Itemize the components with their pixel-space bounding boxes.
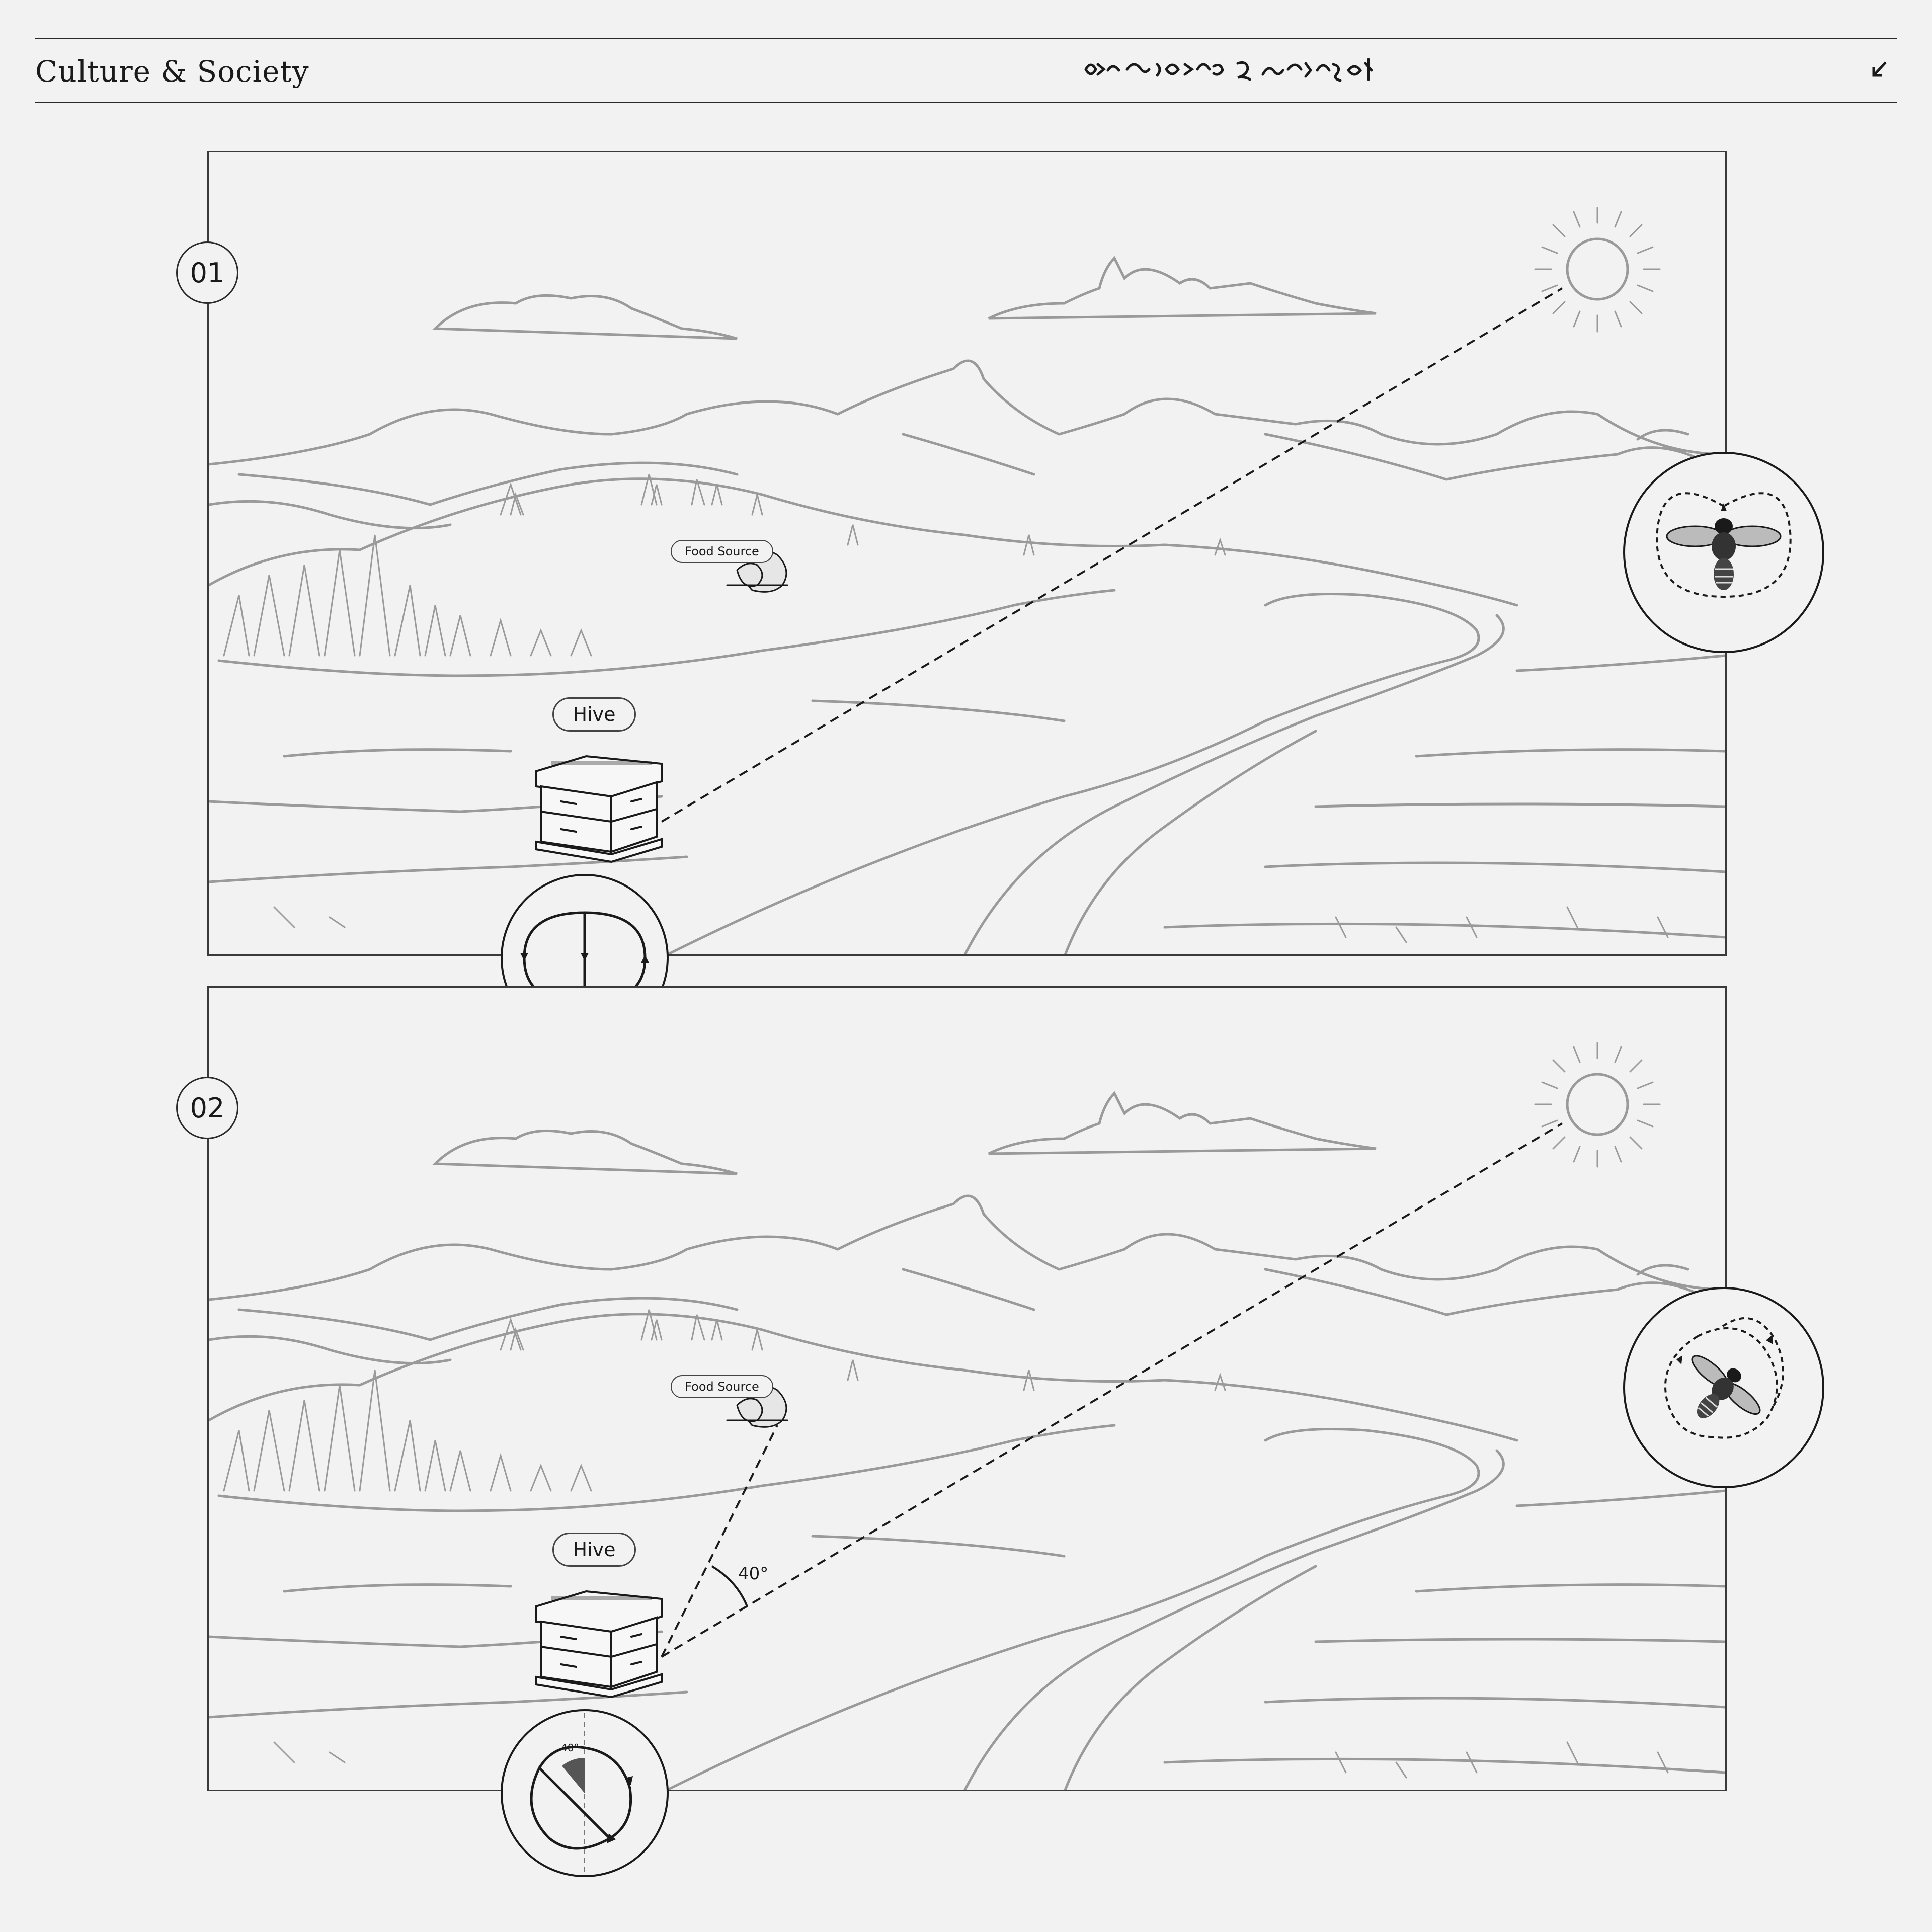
hive-label: Hive: [552, 697, 636, 732]
food-source-label: Food Source: [671, 540, 773, 563]
header-bar: [35, 38, 1897, 103]
angle-label: 40°: [738, 1564, 769, 1584]
landscape-illustration: [209, 152, 1725, 954]
panel-01: [207, 151, 1727, 956]
panel-number-01: 01: [176, 242, 238, 304]
panel-02: [207, 986, 1727, 1791]
decorative-script-title: [1077, 49, 1530, 90]
dance-angle-label: 40°: [561, 1742, 579, 1754]
section-title: Culture & Society: [35, 54, 309, 89]
hive-label: Hive: [552, 1533, 636, 1567]
waggle-dance-angled-icon: [499, 1708, 670, 1879]
sun-direction-line: [662, 1123, 1562, 1657]
arrow-down-left-icon[interactable]: [1867, 57, 1892, 83]
bee-dance-circle-icon: [1622, 451, 1825, 654]
food-source-label: Food Source: [671, 1375, 773, 1398]
landscape-illustration: [209, 988, 1725, 1790]
panel-number-02: 02: [176, 1077, 238, 1139]
sun-direction-line: [662, 288, 1562, 822]
bee-dance-circle-rotated-icon: [1622, 1286, 1825, 1489]
